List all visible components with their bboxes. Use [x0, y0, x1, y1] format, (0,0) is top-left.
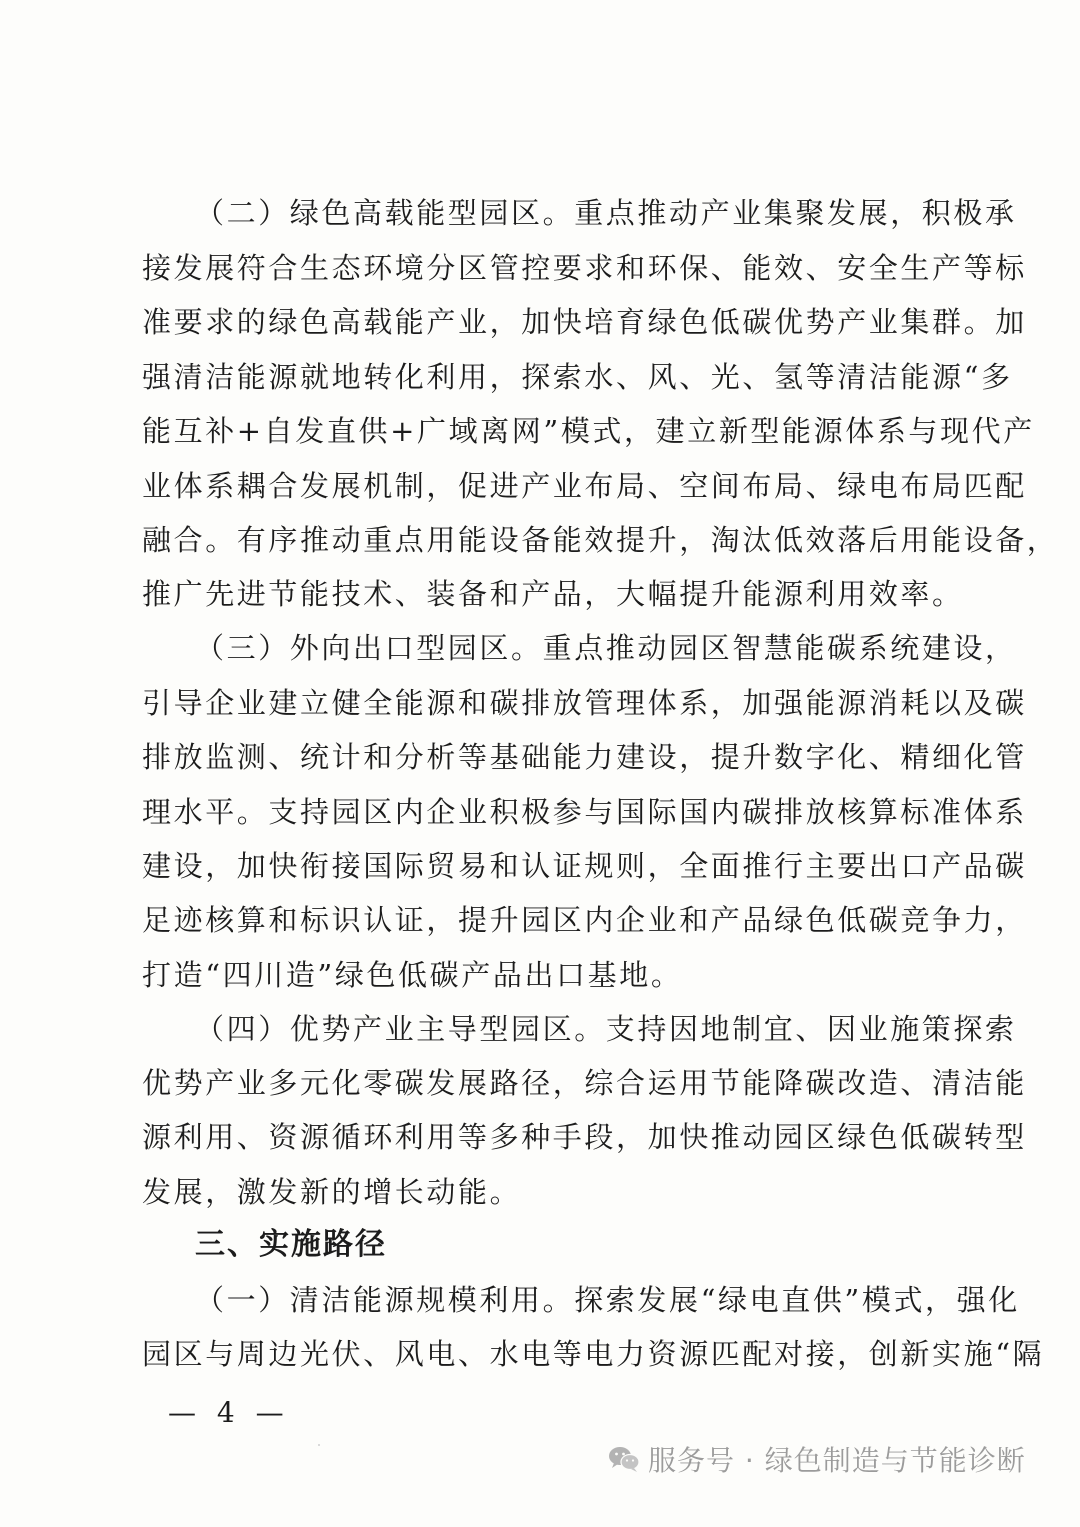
paragraph-line: （三）外向出口型园区。重点推动园区智慧能碳系统建设， [195, 631, 1017, 665]
paragraph-line: 排放监测、统计和分析等基础能力建设，提升数字化、精细化管 [142, 740, 1027, 774]
paragraph-line: 引导企业建立健全能源和碳排放管理体系，加强能源消耗以及碳 [142, 686, 1027, 720]
paragraph-line: 发展，激发新的增长动能。 [142, 1175, 522, 1209]
paragraph-line: 建设，加快衔接国际贸易和认证规则，全面推行主要出口产品碳 [142, 849, 1027, 883]
paragraph-line: 业体系耦合发展机制，促进产业布局、空间布局、绿电布局匹配 [142, 469, 1027, 503]
paragraph-line: 优势产业多元化零碳发展路径，综合运用节能降碳改造、清洁能 [142, 1066, 1027, 1100]
watermark [608, 1432, 1026, 1486]
paragraph-line: 打造“四川造”绿色低碳产品出口基地。 [142, 958, 683, 992]
paragraph-line: 园区与周边光伏、风电、水电等电力资源匹配对接，创新实施“隔 [142, 1337, 1045, 1371]
paragraph-line: 足迹核算和标识认证，提升园区内企业和产品绿色低碳竞争力， [142, 903, 1027, 937]
paragraph-line: 源利用、资源循环利用等多种手段，加快推动园区绿色低碳转型 [142, 1120, 1027, 1154]
paragraph-line: 推广先进节能技术、装备和产品，大幅提升能源利用效率。 [142, 577, 964, 611]
paragraph-line: 强清洁能源就地转化利用，探索水、风、光、氢等清洁能源“多 [142, 360, 1013, 394]
wechat-icon [608, 1445, 640, 1473]
section-heading: 三、实施路径 [195, 1227, 387, 1262]
paragraph-line: （四）优势产业主导型园区。支持因地制宜、因业施策探索 [195, 1012, 1017, 1046]
paragraph-line: （二）绿色高载能型园区。重点推动产业集聚发展，积极承 [195, 196, 1017, 230]
paragraph-line: 能互补+自发直供+广域离网”模式，建立新型能源体系与现代产 [142, 414, 1035, 448]
watermark-text: 服务号 · 绿色制造与节能诊断 [648, 1444, 1026, 1477]
paragraph-line: （一）清洁能源规模利用。探索发展“绿电直供”模式，强化 [195, 1283, 1020, 1317]
paragraph-line: 融合。有序推动重点用能设备能效提升，淘汰低效落后用能设备， [142, 523, 1059, 557]
paragraph-line: 准要求的绿色高载能产业，加快培育绿色低碳优势产业集群。加 [142, 305, 1027, 339]
page-number: — 4 — [168, 1396, 290, 1429]
scan-speck [318, 1444, 320, 1446]
paragraph-line: 理水平。支持园区内企业积极参与国际国内碳排放核算标准体系 [142, 795, 1027, 829]
paragraph-line: 接发展符合生态环境分区管控要求和环保、能效、安全生产等标 [142, 251, 1027, 285]
